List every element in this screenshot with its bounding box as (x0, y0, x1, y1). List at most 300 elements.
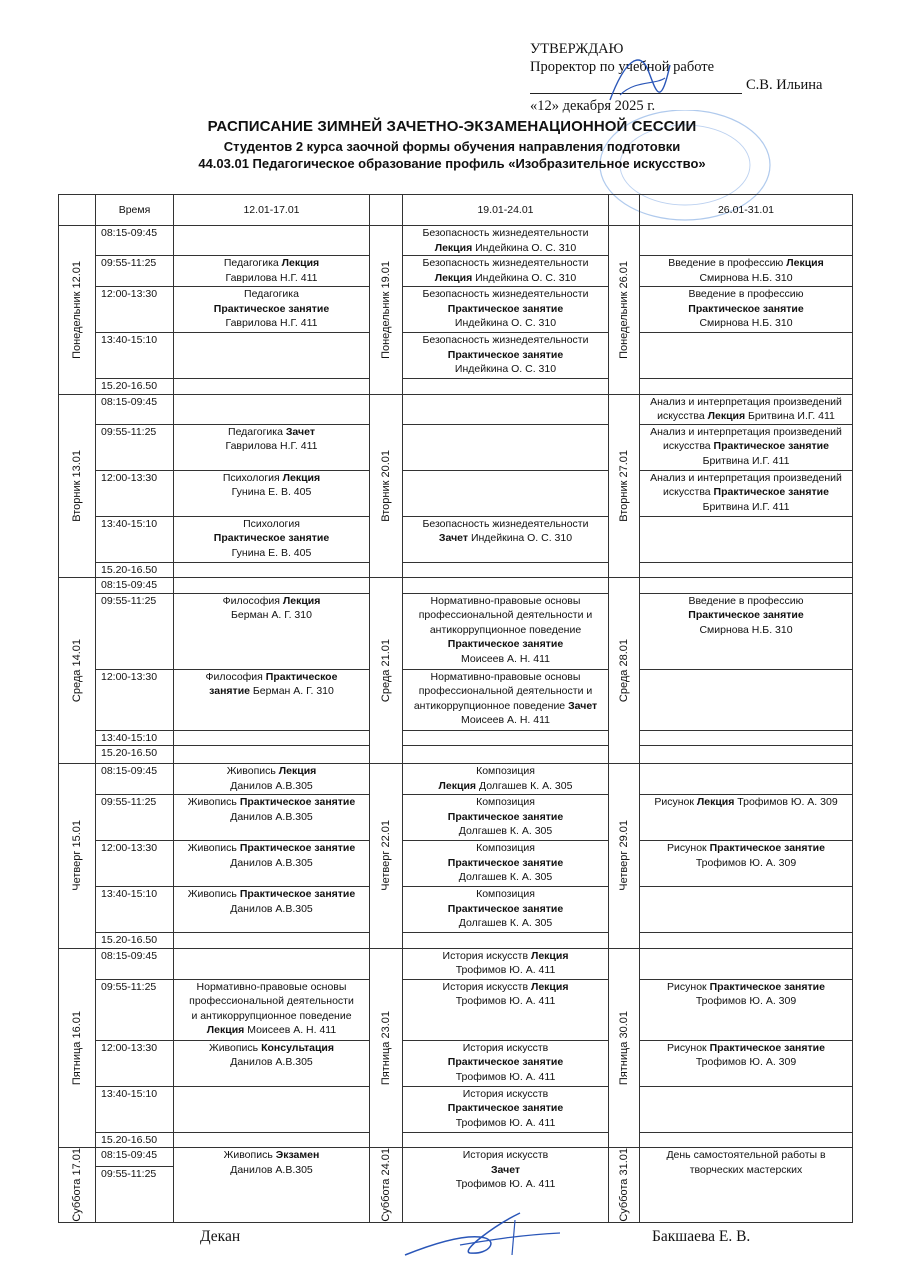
class-cell (403, 1040, 609, 1086)
class-cell (403, 948, 609, 979)
class-type: Практическое занятие (213, 532, 330, 544)
day-label-cell (370, 948, 403, 1148)
class-text: Живопись (187, 842, 240, 854)
document-title: РАСПИСАНИЕ ЗИМНЕЙ ЗАЧЕТНО-ЭКЗАМЕНАЦИОННОЙ СЕССИИ (207, 118, 697, 135)
class-text: Рисунок (667, 1041, 710, 1054)
class-text: Трофимов Ю. А. 411 (455, 995, 556, 1007)
time-slot: 15.20-16.50 (96, 379, 174, 395)
table-header-row (59, 195, 853, 226)
table-row (59, 1132, 853, 1148)
day-label-cell (370, 578, 403, 764)
class-line (642, 1163, 850, 1178)
day-label: Понедельник 19.01 (379, 260, 392, 359)
class-text: Данилов А.В.305 (230, 1056, 313, 1068)
class-line (176, 670, 367, 685)
class-line (642, 485, 850, 500)
class-type: Лекция (282, 471, 321, 484)
class-text: Моисеев А. Н. 411 (461, 714, 550, 726)
class-line (642, 271, 850, 286)
table-row (59, 287, 853, 333)
class-text: Композиция (476, 888, 535, 900)
time-slot: 15.20-16.50 (96, 562, 174, 578)
class-line (405, 963, 606, 978)
class-cell (174, 1086, 370, 1132)
class-line (176, 517, 367, 532)
class-line (176, 1041, 367, 1056)
time-slot: 09:55-11:25 (96, 593, 174, 669)
class-type: Практическое занятие (709, 1041, 825, 1054)
class-type: Лекция (281, 257, 320, 269)
table-row (59, 887, 853, 933)
class-type: Лекция (707, 410, 746, 422)
class-text: Бритвина И.Г. 411 (702, 454, 790, 467)
class-type: Практическое занятие (688, 302, 804, 315)
approval-signature-line (530, 76, 850, 94)
class-cell (174, 287, 370, 333)
class-line (405, 623, 606, 638)
table-row (59, 841, 853, 887)
class-line (642, 994, 850, 1009)
day-label: Суббота 24.01 (379, 1148, 392, 1222)
class-line (176, 1023, 367, 1038)
time-slot: 08:15-09:45 (96, 948, 174, 979)
approval-date: «12» декабря 2025 г. (530, 98, 656, 114)
approval-signature-icon (600, 40, 680, 120)
class-line (642, 409, 850, 424)
class-line (642, 302, 850, 317)
class-cell (403, 730, 609, 746)
class-text: Долгашев К. А. 305 (476, 779, 573, 792)
class-type: Практическое занятие (447, 810, 564, 823)
table-row (59, 256, 853, 287)
class-line (405, 302, 606, 317)
table-row (59, 669, 853, 730)
class-text: Введение в профессию (688, 288, 804, 300)
class-text: Гунина Е. В. 405 (231, 486, 312, 498)
dean-signature-icon (400, 1205, 570, 1270)
class-cell (403, 256, 609, 287)
class-text: искусства (663, 440, 714, 452)
class-text: Психология (243, 517, 300, 530)
time-slot: 13:40-15:10 (96, 516, 174, 562)
class-cell (403, 470, 609, 516)
class-text: Трофимов Ю. А. 309 (734, 796, 838, 808)
class-text: профессиональной деятельности и (418, 685, 593, 697)
class-line (405, 670, 606, 685)
class-text: Гаврилова Н.Г. 411 (225, 440, 318, 452)
class-line (176, 994, 367, 1009)
document-heading (0, 118, 904, 171)
class-cell (640, 562, 853, 578)
class-type: Лекция (434, 241, 473, 254)
class-text: Смирнова Н.Б. 310 (699, 271, 793, 284)
table-row (59, 746, 853, 764)
class-text: антикоррупционное поведение (429, 623, 582, 636)
day-label: Понедельник 26.01 (617, 260, 630, 359)
class-text: Живопись (187, 796, 240, 808)
class-text: Трофимов Ю. А. 411 (455, 1178, 556, 1190)
class-text: Введение в профессию (688, 594, 804, 607)
class-cell (174, 746, 370, 764)
time-slot: 12:00-13:30 (96, 669, 174, 730)
class-type: Практическое занятие (447, 1102, 564, 1114)
time-slot: 09:55-11:25 (96, 424, 174, 470)
class-line (405, 1041, 606, 1056)
class-type: Практическое занятие (447, 348, 564, 361)
class-cell (403, 841, 609, 887)
header-time: Время (96, 195, 174, 226)
class-cell (174, 379, 370, 395)
class-cell (640, 933, 853, 949)
class-text: творческих мастерских (689, 1163, 803, 1176)
class-text: Философия (222, 594, 283, 607)
class-cell (403, 516, 609, 562)
table-row (59, 933, 853, 949)
class-text: Моисеев А. Н. 411 (244, 1024, 337, 1036)
table-row (59, 470, 853, 516)
time-slot: 08:15-09:45 (96, 764, 174, 795)
class-text: Рисунок (654, 796, 697, 808)
class-line (405, 316, 606, 331)
day-label: Пятница 23.01 (379, 1010, 392, 1085)
day-label-cell (59, 578, 96, 764)
class-cell (403, 887, 609, 933)
class-type: занятие (209, 685, 250, 697)
class-cell (403, 1132, 609, 1148)
approval-block (530, 40, 850, 115)
time-slot: 09:55-11:25 (96, 256, 174, 287)
time-slot: 08:15-09:45 (96, 1148, 174, 1167)
footer-dean-name: Бакшаева Е. В. (652, 1228, 751, 1245)
class-text: Введение в профессию (668, 257, 787, 269)
class-line (405, 870, 606, 885)
class-line (176, 795, 367, 810)
time-slot: 08:15-09:45 (96, 394, 174, 424)
class-cell (640, 746, 853, 764)
header-corner (59, 195, 96, 226)
class-type: Лекция (530, 949, 569, 962)
class-cell (640, 979, 853, 1040)
class-type: Лекция (282, 594, 321, 607)
class-text: Моисеев А. Н. 411 (461, 652, 550, 665)
class-line (642, 980, 850, 995)
class-cell (174, 226, 370, 256)
class-line (405, 594, 606, 609)
class-cell (174, 394, 370, 424)
class-text: Композиция (476, 796, 535, 808)
class-type: Лекция (278, 765, 317, 777)
class-line (642, 471, 850, 486)
class-text: Гаврилова Н.Г. 411 (225, 271, 318, 284)
class-line (405, 684, 606, 699)
class-type: Практическое занятие (713, 440, 829, 452)
class-line (176, 608, 367, 623)
time-slot: 09:55-11:25 (96, 795, 174, 841)
class-line (405, 949, 606, 964)
class-text: Индейкина О. С. 310 (468, 532, 573, 544)
class-text: Гунина Е. В. 405 (231, 546, 312, 559)
approval-position: Проректор по учебной работе (530, 59, 715, 75)
class-cell (640, 841, 853, 887)
class-cell (403, 746, 609, 764)
class-text: Данилов А.В.305 (230, 1163, 313, 1176)
class-text: История искусств (442, 949, 531, 962)
class-type: Практическое занятие (239, 842, 356, 854)
class-text: Нормативно-правовые основы (196, 980, 347, 993)
class-line (642, 623, 850, 638)
day-label: Вторник 20.01 (379, 449, 392, 522)
class-text: Живопись (223, 1149, 276, 1161)
class-cell (640, 669, 853, 730)
class-line (642, 1148, 850, 1163)
footer-dean-label: Декан (200, 1228, 241, 1245)
class-text: История искусств (462, 1041, 549, 1054)
class-line (176, 980, 367, 995)
header-week-3: 26.01-31.01 (640, 195, 853, 226)
class-cell (403, 562, 609, 578)
class-text: Бритвина И.Г. 411 (702, 500, 790, 513)
class-line (176, 902, 367, 917)
day-label: Суббота 17.01 (70, 1148, 83, 1222)
day-label-cell (59, 394, 96, 578)
table-row (59, 424, 853, 470)
class-text: Долгашев К. А. 305 (458, 871, 553, 883)
class-type: Практическое занятие (688, 609, 804, 621)
class-line (642, 439, 850, 454)
day-label: Среда 21.01 (379, 638, 392, 703)
class-type: Практическое занятие (213, 302, 330, 315)
class-line (642, 395, 850, 410)
day-label-cell (59, 948, 96, 1148)
class-text: искусства (657, 410, 708, 422)
class-line (642, 594, 850, 609)
class-type: Лекция (434, 271, 473, 284)
class-type: Практическое занятие (447, 1056, 564, 1068)
class-line (405, 271, 606, 286)
class-line (405, 1116, 606, 1131)
class-text: Долгашев К. А. 305 (458, 917, 553, 929)
class-line (405, 916, 606, 931)
header-day-col-3 (609, 195, 640, 226)
class-text: Бритвина И.Г. 411 (745, 410, 835, 422)
class-line (176, 439, 367, 454)
class-line (642, 795, 850, 810)
class-cell (640, 578, 853, 594)
day-label: Пятница 30.01 (617, 1010, 630, 1085)
class-text: Композиция (476, 842, 535, 854)
class-text: Философия (205, 670, 266, 683)
class-text: История искусств (462, 1087, 549, 1100)
day-label-cell (370, 1148, 403, 1223)
class-cell (174, 578, 370, 594)
table-row (59, 948, 853, 979)
class-line (176, 856, 367, 871)
class-cell (403, 669, 609, 730)
class-text: Трофимов Ю. А. 309 (695, 995, 797, 1007)
table-row (59, 578, 853, 594)
class-text: Данилов А.В.305 (230, 856, 313, 869)
class-line (405, 256, 606, 271)
class-line (176, 546, 367, 561)
day-label: Суббота 31.01 (617, 1148, 630, 1222)
class-text: Педагогика (223, 257, 282, 269)
class-type: Зачет (438, 532, 469, 544)
class-cell (640, 1040, 853, 1086)
class-type: Практическое занятие (447, 638, 564, 650)
class-cell (403, 226, 609, 256)
class-line (642, 316, 850, 331)
class-text: Рисунок (667, 842, 710, 854)
header-day-col-2 (370, 195, 403, 226)
class-cell (640, 470, 853, 516)
class-line (405, 1163, 606, 1178)
class-type: Практическое занятие (239, 888, 356, 900)
class-cell (174, 979, 370, 1040)
time-slot: 15.20-16.50 (96, 746, 174, 764)
day-label-cell (59, 1148, 96, 1223)
class-line (405, 287, 606, 302)
schedule-table (58, 194, 853, 1223)
table-row (59, 593, 853, 669)
class-line (405, 779, 606, 794)
class-text: Долгашев К. А. 305 (458, 825, 553, 837)
day-label-cell (609, 764, 640, 949)
time-slot: 15.20-16.50 (96, 933, 174, 949)
class-text: Анализ и интерпретация произведений (650, 395, 842, 408)
class-text: День самостоятельной работы в (666, 1149, 826, 1161)
class-cell (174, 516, 370, 562)
class-type: Практическое (265, 670, 338, 683)
day-label-cell (370, 226, 403, 395)
class-text: Смирнова Н.Б. 310 (699, 623, 793, 636)
class-cell (640, 887, 853, 933)
class-cell (640, 730, 853, 746)
class-cell (403, 424, 609, 470)
day-label: Вторник 27.01 (617, 449, 630, 522)
class-type: Практическое занятие (447, 302, 564, 315)
class-cell (403, 1086, 609, 1132)
class-text: Индейкина О. С. 310 (472, 241, 577, 254)
day-label-cell (59, 226, 96, 395)
time-slot: 12:00-13:30 (96, 470, 174, 516)
class-line (642, 856, 850, 871)
class-line (176, 316, 367, 331)
class-line (405, 887, 606, 902)
class-line (405, 810, 606, 825)
class-line (642, 425, 850, 440)
day-label-cell (370, 764, 403, 949)
class-cell (640, 764, 853, 795)
class-text: Анализ и интерпретация произведений (650, 471, 842, 484)
table-row (59, 379, 853, 395)
class-text: антикоррупционное поведение (413, 699, 569, 712)
class-line (405, 348, 606, 363)
table-row (59, 1040, 853, 1086)
class-line (642, 500, 850, 515)
class-line (642, 287, 850, 302)
class-cell (174, 470, 370, 516)
class-cell (403, 933, 609, 949)
class-line (176, 841, 367, 856)
class-cell (174, 256, 370, 287)
class-line (176, 485, 367, 500)
class-line (405, 241, 606, 256)
time-slot: 13:40-15:10 (96, 887, 174, 933)
class-line (405, 608, 606, 623)
day-label-cell (609, 394, 640, 578)
class-text: Безопасность жизнедеятельности (422, 257, 589, 269)
class-line (642, 454, 850, 469)
class-cell (174, 1132, 370, 1148)
time-slot: 09:55-11:25 (96, 979, 174, 1040)
class-cell (640, 593, 853, 669)
class-type: Практическое занятие (709, 980, 825, 993)
class-line (642, 841, 850, 856)
table-row (59, 333, 853, 379)
class-line (176, 256, 367, 271)
class-line (405, 362, 606, 377)
day-label-cell (609, 578, 640, 764)
class-text: Анализ и интерпретация произведений (650, 425, 842, 438)
time-slot: 12:00-13:30 (96, 841, 174, 887)
class-cell (403, 578, 609, 594)
class-line (176, 287, 367, 302)
class-line (176, 302, 367, 317)
class-text: Живопись (187, 888, 240, 900)
class-cell (640, 424, 853, 470)
class-text: и антикоррупционное поведение (191, 1009, 352, 1022)
class-text: История искусств (442, 980, 531, 993)
class-text: Смирнова Н.Б. 310 (699, 317, 793, 329)
time-slot: 12:00-13:30 (96, 1040, 174, 1086)
approval-name: С.В. Ильина (746, 77, 823, 93)
table-row (59, 764, 853, 795)
class-line (176, 1148, 367, 1163)
class-text: Нормативно-правовые основы (430, 670, 581, 683)
class-line (405, 1101, 606, 1116)
class-line (405, 1087, 606, 1102)
class-line (176, 764, 367, 779)
class-line (642, 256, 850, 271)
table-row (59, 226, 853, 256)
class-text: Берман А. Г. 310 (249, 685, 334, 697)
class-line (405, 713, 606, 728)
class-text: Безопасность жизнедеятельности (422, 517, 589, 530)
class-line (176, 1163, 367, 1178)
day-label-cell (609, 1148, 640, 1223)
document-subtitle: Студентов 2 курса заочной формы обучения направления подготовки (223, 139, 681, 154)
class-text: История искусств (462, 1149, 549, 1161)
table-row (59, 562, 853, 578)
class-text: Композиция (476, 765, 535, 777)
class-line (176, 684, 367, 699)
approval-title: УТВЕРЖДАЮ (530, 41, 624, 57)
class-cell (403, 379, 609, 395)
class-cell (640, 516, 853, 562)
class-text: профессиональной деятельности и (418, 609, 593, 621)
class-cell (640, 394, 853, 424)
class-text: Гаврилова Н.Г. 411 (225, 317, 318, 329)
class-line (405, 856, 606, 871)
class-cell (174, 333, 370, 379)
class-line (405, 1055, 606, 1070)
day-label: Вторник 13.01 (70, 449, 83, 522)
class-line (405, 637, 606, 652)
class-cell (174, 795, 370, 841)
class-type: Консультация (261, 1041, 334, 1054)
class-line (405, 824, 606, 839)
class-cell (174, 593, 370, 669)
